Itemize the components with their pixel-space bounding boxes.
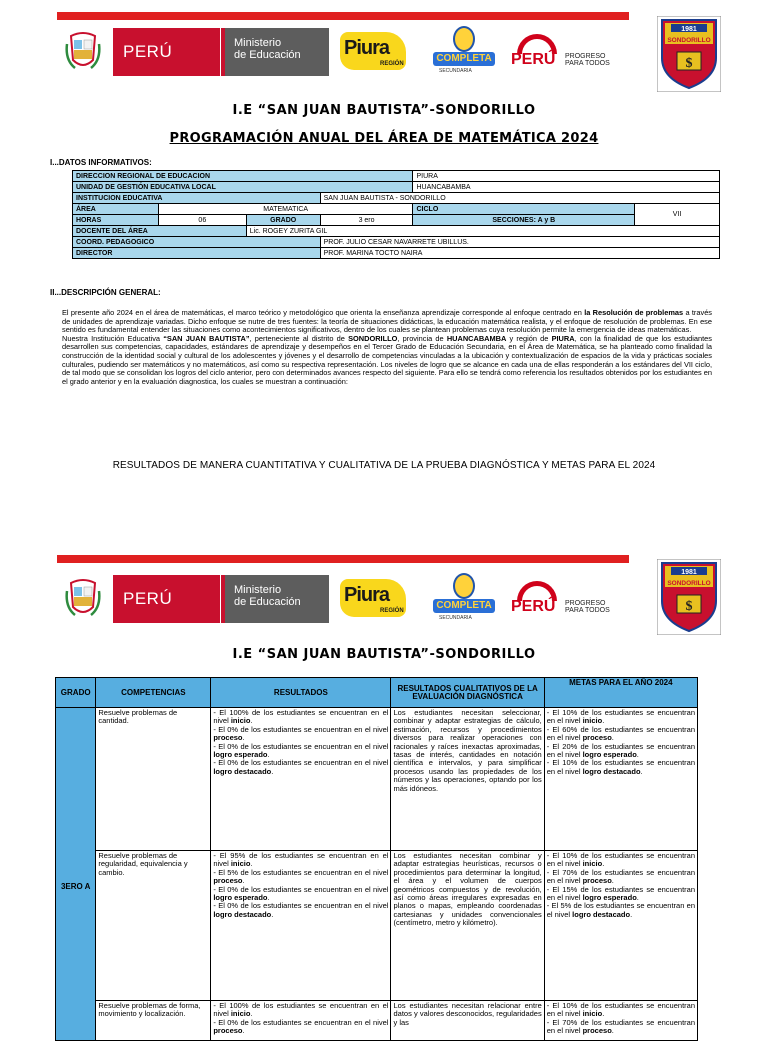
- section-datos-informativos: I...DATOS INFORMATIVOS:: [50, 158, 152, 167]
- cualitativo-cell: Los estudiantes necesitan combinar y adaptar estrategias heurísticas, recursos o procedimientos para determinar la longitud, el área y el volumen de cuerpos geométricos compuestos y de revolución, así como áreas irregulares expresadas en planos o mapas, empleando coordenadas cartesianas y unidades convencionales (centímetro, metro y kilómetro).: [391, 851, 544, 1001]
- metas-cell: [544, 708, 697, 851]
- svg-text:$: $: [685, 599, 693, 614]
- school-crest-icon: [657, 16, 721, 92]
- general-description: [62, 309, 712, 386]
- lightbulb-icon: [453, 573, 475, 599]
- secundaria-completa-logo: COMPLETA SECUNDARIA: [431, 573, 495, 627]
- school-crest-icon: [657, 559, 721, 635]
- diagnostic-results-table: [55, 677, 698, 1041]
- column-header: METAS PARA EL AÑO 2024: [544, 678, 697, 708]
- svg-text:SONDORILLO: SONDORILLO: [667, 37, 711, 44]
- peru-brand-text: PERÚ: [123, 42, 173, 61]
- table-row: DOCENTE DEL ÁREA Lic. ROGEY ZURITA GIL: [73, 226, 720, 237]
- list-item: - El 10% de los estudiantes se encuentran en el nivel inicio.: [546, 851, 695, 869]
- table-row: DIRECTOR PROF. MARINA TOCTO NAIRA: [73, 248, 720, 259]
- resultados-cell: [211, 1001, 391, 1041]
- column-header: COMPETENCIAS: [96, 678, 211, 708]
- table-row: COORD. PEDAGOGICO PROF. JULIO CESAR NAVARRETE UBILLUS.: [73, 237, 720, 248]
- peru-brand-text: PERÚ: [123, 589, 173, 608]
- results-section-title: RESULTADOS DE MANERA CUANTITATIVA Y CUALITATIVA DE LA PRUEBA DIAGNÓSTICA Y METAS PARA EL 2024: [112, 460, 656, 471]
- svg-text:SONDORILLO: SONDORILLO: [667, 580, 711, 587]
- competencia-cell: Resuelve problemas de cantidad.: [96, 708, 211, 851]
- section-descripcion-general: II...DESCRIPCIÓN GENERAL:: [50, 288, 161, 297]
- lightbulb-icon: [453, 26, 475, 52]
- peru-brand-logo: [113, 575, 225, 623]
- peru-coat-of-arms-icon: [65, 30, 101, 72]
- ministerio-educacion-logo: Ministerio de Educación: [225, 28, 329, 76]
- header-logo-banner: [57, 571, 629, 631]
- table-row: INSTITUCION EDUCATIVA SAN JUAN BAUTISTA - SONDORILLO: [73, 193, 720, 204]
- list-item: - El 0% de los estudiantes se encuentran en el nivel proceso.: [213, 1017, 389, 1036]
- table-header-row: [56, 678, 698, 708]
- list-item: - El 100% de los estudiantes se encuentran en el nivel inicio.: [213, 708, 389, 726]
- peru-progreso-logo: PERÚ PROGRESO PARA TODOS: [511, 581, 621, 621]
- table-row: [56, 1001, 698, 1041]
- list-item: - El 10% de los estudiantes se encuentran en el nivel inicio.: [546, 1001, 695, 1019]
- table-row: HORAS 06 GRADO 3 ero SECCIONES: A y B: [73, 215, 720, 226]
- list-item: - El 20% de los estudiantes se encuentran en el nivel logro esperado.: [546, 741, 695, 760]
- list-item: - El 15% de los estudiantes se encuentran en el nivel logro esperado.: [546, 884, 695, 903]
- column-header: GRADO: [56, 678, 96, 708]
- list-item: - El 100% de los estudiantes se encuentran en el nivel inicio.: [213, 1001, 389, 1019]
- datos-informativos-table: [72, 170, 720, 259]
- list-item: - El 70% de los estudiantes se encuentran en el nivel proceso.: [546, 867, 695, 886]
- list-item: - El 5% de los estudiantes se encuentran en el nivel proceso.: [213, 867, 389, 886]
- table-row: [56, 851, 698, 1001]
- competencia-cell: Resuelve problemas de regularidad, equivalencia y cambio.: [96, 851, 211, 1001]
- list-item: - El 0% de los estudiantes se encuentran en el nivel logro esperado.: [213, 741, 389, 760]
- list-item: - El 0% de los estudiantes se encuentran en el nivel logro destacado.: [213, 758, 389, 776]
- school-title: I.E “SAN JUAN BAUTISTA”-SONDORILLO: [232, 647, 536, 662]
- competencia-cell: Resuelve problemas de forma, movimiento y localización.: [96, 1001, 211, 1041]
- table-row: DIRECCION REGIONAL DE EDUCACION PIURA: [73, 171, 720, 182]
- list-item: - El 0% de los estudiantes se encuentran en el nivel proceso.: [213, 724, 389, 743]
- list-item: - El 60% de los estudiantes se encuentran en el nivel proceso.: [546, 724, 695, 743]
- table-row: [56, 708, 698, 851]
- metas-cell: [544, 851, 697, 1001]
- table-row: ÁREA MATEMATICA CICLO VII: [73, 204, 720, 215]
- ministerio-educacion-logo: Ministerio de Educación: [225, 575, 329, 623]
- svg-text:1981: 1981: [681, 569, 697, 576]
- list-item: - El 10% de los estudiantes se encuentran en el nivel logro destacado.: [546, 758, 695, 776]
- resultados-cell: [211, 851, 391, 1001]
- list-item: - El 5% de los estudiantes se encuentran en el nivel logro destacado.: [546, 901, 695, 919]
- list-item: - El 0% de los estudiantes se encuentran en el nivel logro destacado.: [213, 901, 389, 919]
- program-title: PROGRAMACIÓN ANUAL DEL ÁREA DE MATEMÁTICA 2024: [169, 131, 599, 146]
- resultados-cell: [211, 708, 391, 851]
- header-red-bar: [57, 12, 629, 20]
- header-red-bar: [57, 555, 629, 563]
- column-header: RESULTADOS: [211, 678, 391, 708]
- table-row: UNIDAD DE GESTIÓN EDUCATIVA LOCAL HUANCABAMBA: [73, 182, 720, 193]
- svg-text:1981: 1981: [681, 26, 697, 33]
- column-header: RESULTADOS CUALITATIVOS DE LA EVALUACIÓN DIAGNÓSTICA: [391, 678, 544, 708]
- svg-text:$: $: [685, 56, 693, 71]
- grado-cell: 3ERO A: [56, 708, 96, 1041]
- list-item: - El 70% de los estudiantes se encuentran en el nivel proceso.: [546, 1017, 695, 1036]
- list-item: - El 0% de los estudiantes se encuentran en el nivel logro esperado.: [213, 884, 389, 903]
- piura-region-logo: Piura REGIÓN: [340, 579, 406, 619]
- secundaria-completa-logo: COMPLETA SECUNDARIA: [431, 26, 495, 80]
- header-logo-banner: [57, 24, 629, 84]
- list-item: - El 95% de los estudiantes se encuentran en el nivel inicio.: [213, 851, 389, 869]
- cualitativo-cell: Los estudiantes necesitan seleccionar, combinar y adaptar estrategias de cálculo, estimación, recursos y procedimientos diversos para realizar operaciones con racionales y raíces inexactas aproximadas, tasas de interés, cantidades en notación científica e intervalos, y para simplificar procesos usando las propiedades de los números y las operaciones, optando por los más idóneos.: [391, 708, 544, 851]
- description-paragraph: Nuestra Institución Educativa “SAN JUAN BAUTISTA”, perteneciente al distrito de SONDORILLO, provincia de HUANCABAMBA y región de PIURA, con la finalidad de que los estudiantes desarrollen sus competencias, capacidades, estándares de aprendizaje y desempeños en el Tercer Grado de Educación Secundaria, en el Área de Matemática, se ha planteado como finalidad la construcción de la identidad social y cultural de los adolescentes y jóvenes y el desarrollo de competencias vinculadas a la ubicación y contextualización de espacios de la vida y prácticas sociales culturales, pudiendo ser matemáticos y no matemáticos, así como su respectiva representación. Los niveles de logro que se alcance en cada una de ellas responderán a los estándares del VII ciclo, de tal modo que se consolidan los logros del ciclo anterior, pero con determinados avances respecto del siguiente. Para ello se tendrá como referencia los resultados obtenidos por los estudiantes en el grado anterior y en la evaluación diagnostica, los cuales se muestran a continuación:: [62, 333, 712, 386]
- page-1: [0, 0, 768, 520]
- description-paragraph: El presente año 2024 en el área de matemáticas, el marco teórico y metodológico que orienta la enseñanza aprendizaje corresponde al enfoque centrado en la Resolución de problemas a través de unidades de aprendizaje variadas. Dicho enfoque se nutre de tres fuentes: la teoría de situaciones didácticas, la educación matemática realista, y el enfoque de resolución de problemas. En ese sentido es fundamental entender las situaciones como acontecimientos significativos, dentro de los cuales se plantean problemas cuya resolución permite la emergencia de ideas matemáticas.: [62, 308, 712, 335]
- metas-cell: [544, 1001, 697, 1041]
- peru-brand-logo: [113, 28, 225, 76]
- peru-progreso-logo: PERÚ PROGRESO PARA TODOS: [511, 34, 621, 74]
- peru-coat-of-arms-icon: [65, 577, 101, 619]
- cualitativo-cell: Los estudiantes necesitan relacionar entre datos y valores desconocidos, regularidades y las: [391, 1001, 544, 1041]
- school-title: I.E “SAN JUAN BAUTISTA”-SONDORILLO: [232, 103, 536, 118]
- list-item: - El 10% de los estudiantes se encuentran en el nivel inicio.: [546, 708, 695, 726]
- piura-region-logo: Piura REGIÓN: [340, 32, 406, 72]
